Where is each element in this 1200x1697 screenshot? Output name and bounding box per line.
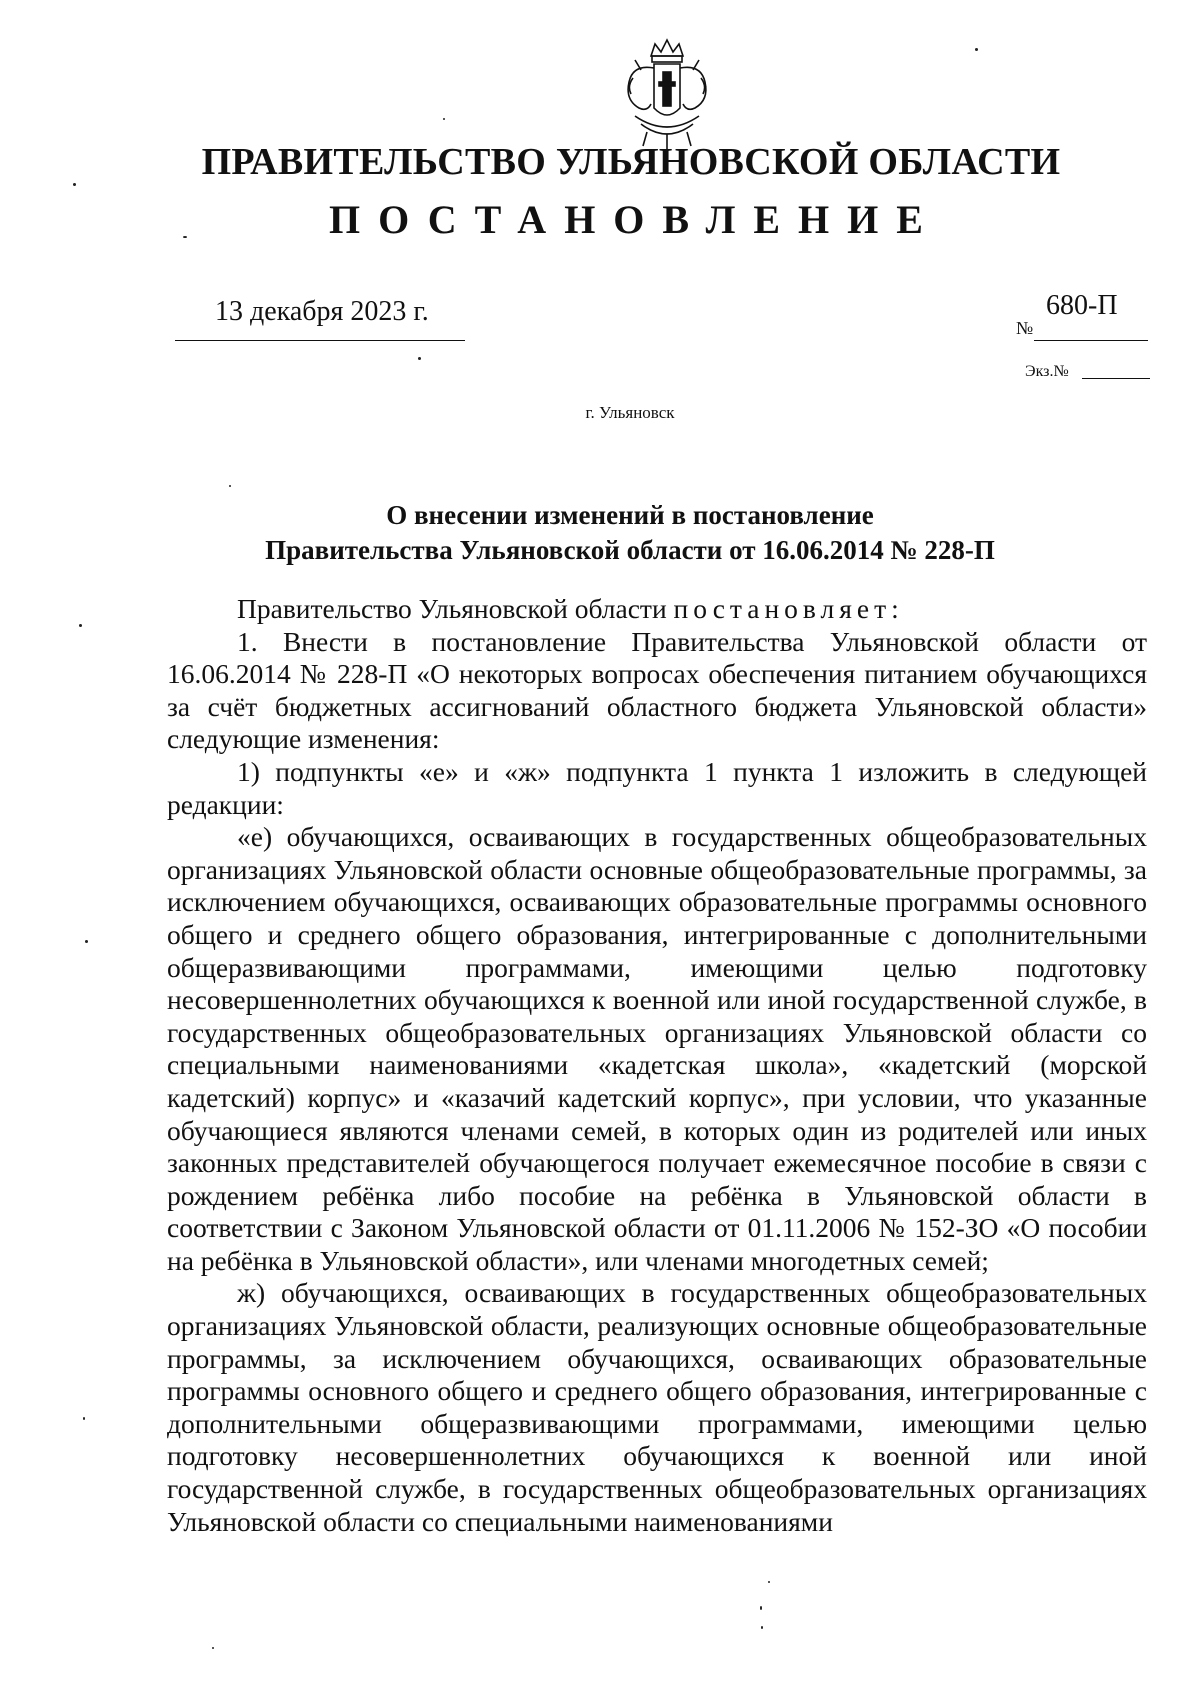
resolution-preamble [167,593,1147,626]
scan-speck [85,940,88,943]
subject-line-2: Правительства Ульяновской области от 16.06.2014 № 228-П [265,535,995,565]
scan-speck [975,48,978,51]
city-name: г. Ульяновск [585,403,675,422]
government-title: ПРАВИТЕЛЬСТВО УЛЬЯНОВСКОЙ ОБЛАСТИ [201,141,1061,183]
coat-of-arms-emblem [621,34,713,152]
subject-line-1: О внесении изменений в постановление [386,500,874,530]
copy-number-underline [1082,378,1150,379]
scan-speck [212,1647,214,1649]
scan-speck [73,183,76,186]
scan-speck [418,357,421,360]
document-body [167,593,1147,1538]
scan-speck [760,1606,762,1610]
paragraph-subpoint-zh: ж) обучающихся, осваивающих в государственных общеобразовательных организациях Ульяновской области, реализующих основные общеобразовательные программы, за исключением обучающихся, осваивающих образовательные программы основного общего и среднего общего образования, интегрированные с дополнительными общеразвивающими программами, имеющими целью подготовку несовершеннолетних обучающихся к военной или иной государственной службе, в государственных общеобразовательных организациях Ульяновской области со специальными наименованиями [167,1277,1147,1537]
scan-speck [83,1417,85,1420]
document-subject [0,498,1200,568]
date-underline [175,340,465,341]
copy-number-label: Экз.№ [1025,363,1069,380]
document-date: 13 декабря 2023 г. [215,296,429,327]
scan-speck [768,1581,770,1583]
paragraph-item-1: 1. Внести в постановление Правительства Ульяновской области от 16.06.2014 № 228-П «О некоторых вопросах обеспечения питанием обучающихся за счёт бюджетных ассигнований областного бюджета Ульяновской области» следующие изменения: [167,625,1147,755]
scan-speck [229,485,231,487]
document-number: 680-П [1046,290,1118,321]
scan-speck [443,118,445,120]
paragraph-subitem-1: 1) подпункты «е» и «ж» подпункта 1 пункта 1 изложить в следующей редакции: [167,755,1147,820]
scan-speck [79,624,82,627]
scan-speck [183,236,187,238]
scan-speck [761,1626,763,1629]
preamble-lead: Правительство Ульяновской области [237,593,674,624]
preamble-verb: постановляет [673,593,892,624]
number-underline [1034,340,1148,341]
preamble-colon: : [891,593,899,624]
number-prefix: № [1016,318,1034,338]
paragraph-subpoint-e: «е) обучающихся, осваивающих в государственных общеобразовательных организациях Ульяновской области основные общеобразовательные программы, за исключением обучающихся, осваивающих образовательные программы основного общего и среднего общего образования, интегрированные с дополнительными общеразвивающими программами, имеющими целью подготовку несовершеннолетних обучающихся к военной или иной государственной службе, в государственных общеобразовательных организациях Ульяновской области со специальными наименованиями «кадетская школа», «кадетский (морской кадетский) корпус» и «казачий кадетский корпус», при условии, что указанные обучающиеся являются членами семей, в которых один из родителей или иных законных представителей обучающегося получает ежемесячное пособие в связи с рождением ребёнка либо пособие на ребёнка в Ульяновской области в соответствии с Законом Ульяновской области от 01.11.2006 № 152-ЗО «О пособии на ребёнка в Ульяновской области», или членами многодетных семей; [167,821,1147,1276]
document-type-title: ПОСТАНОВЛЕНИЕ [329,197,941,242]
